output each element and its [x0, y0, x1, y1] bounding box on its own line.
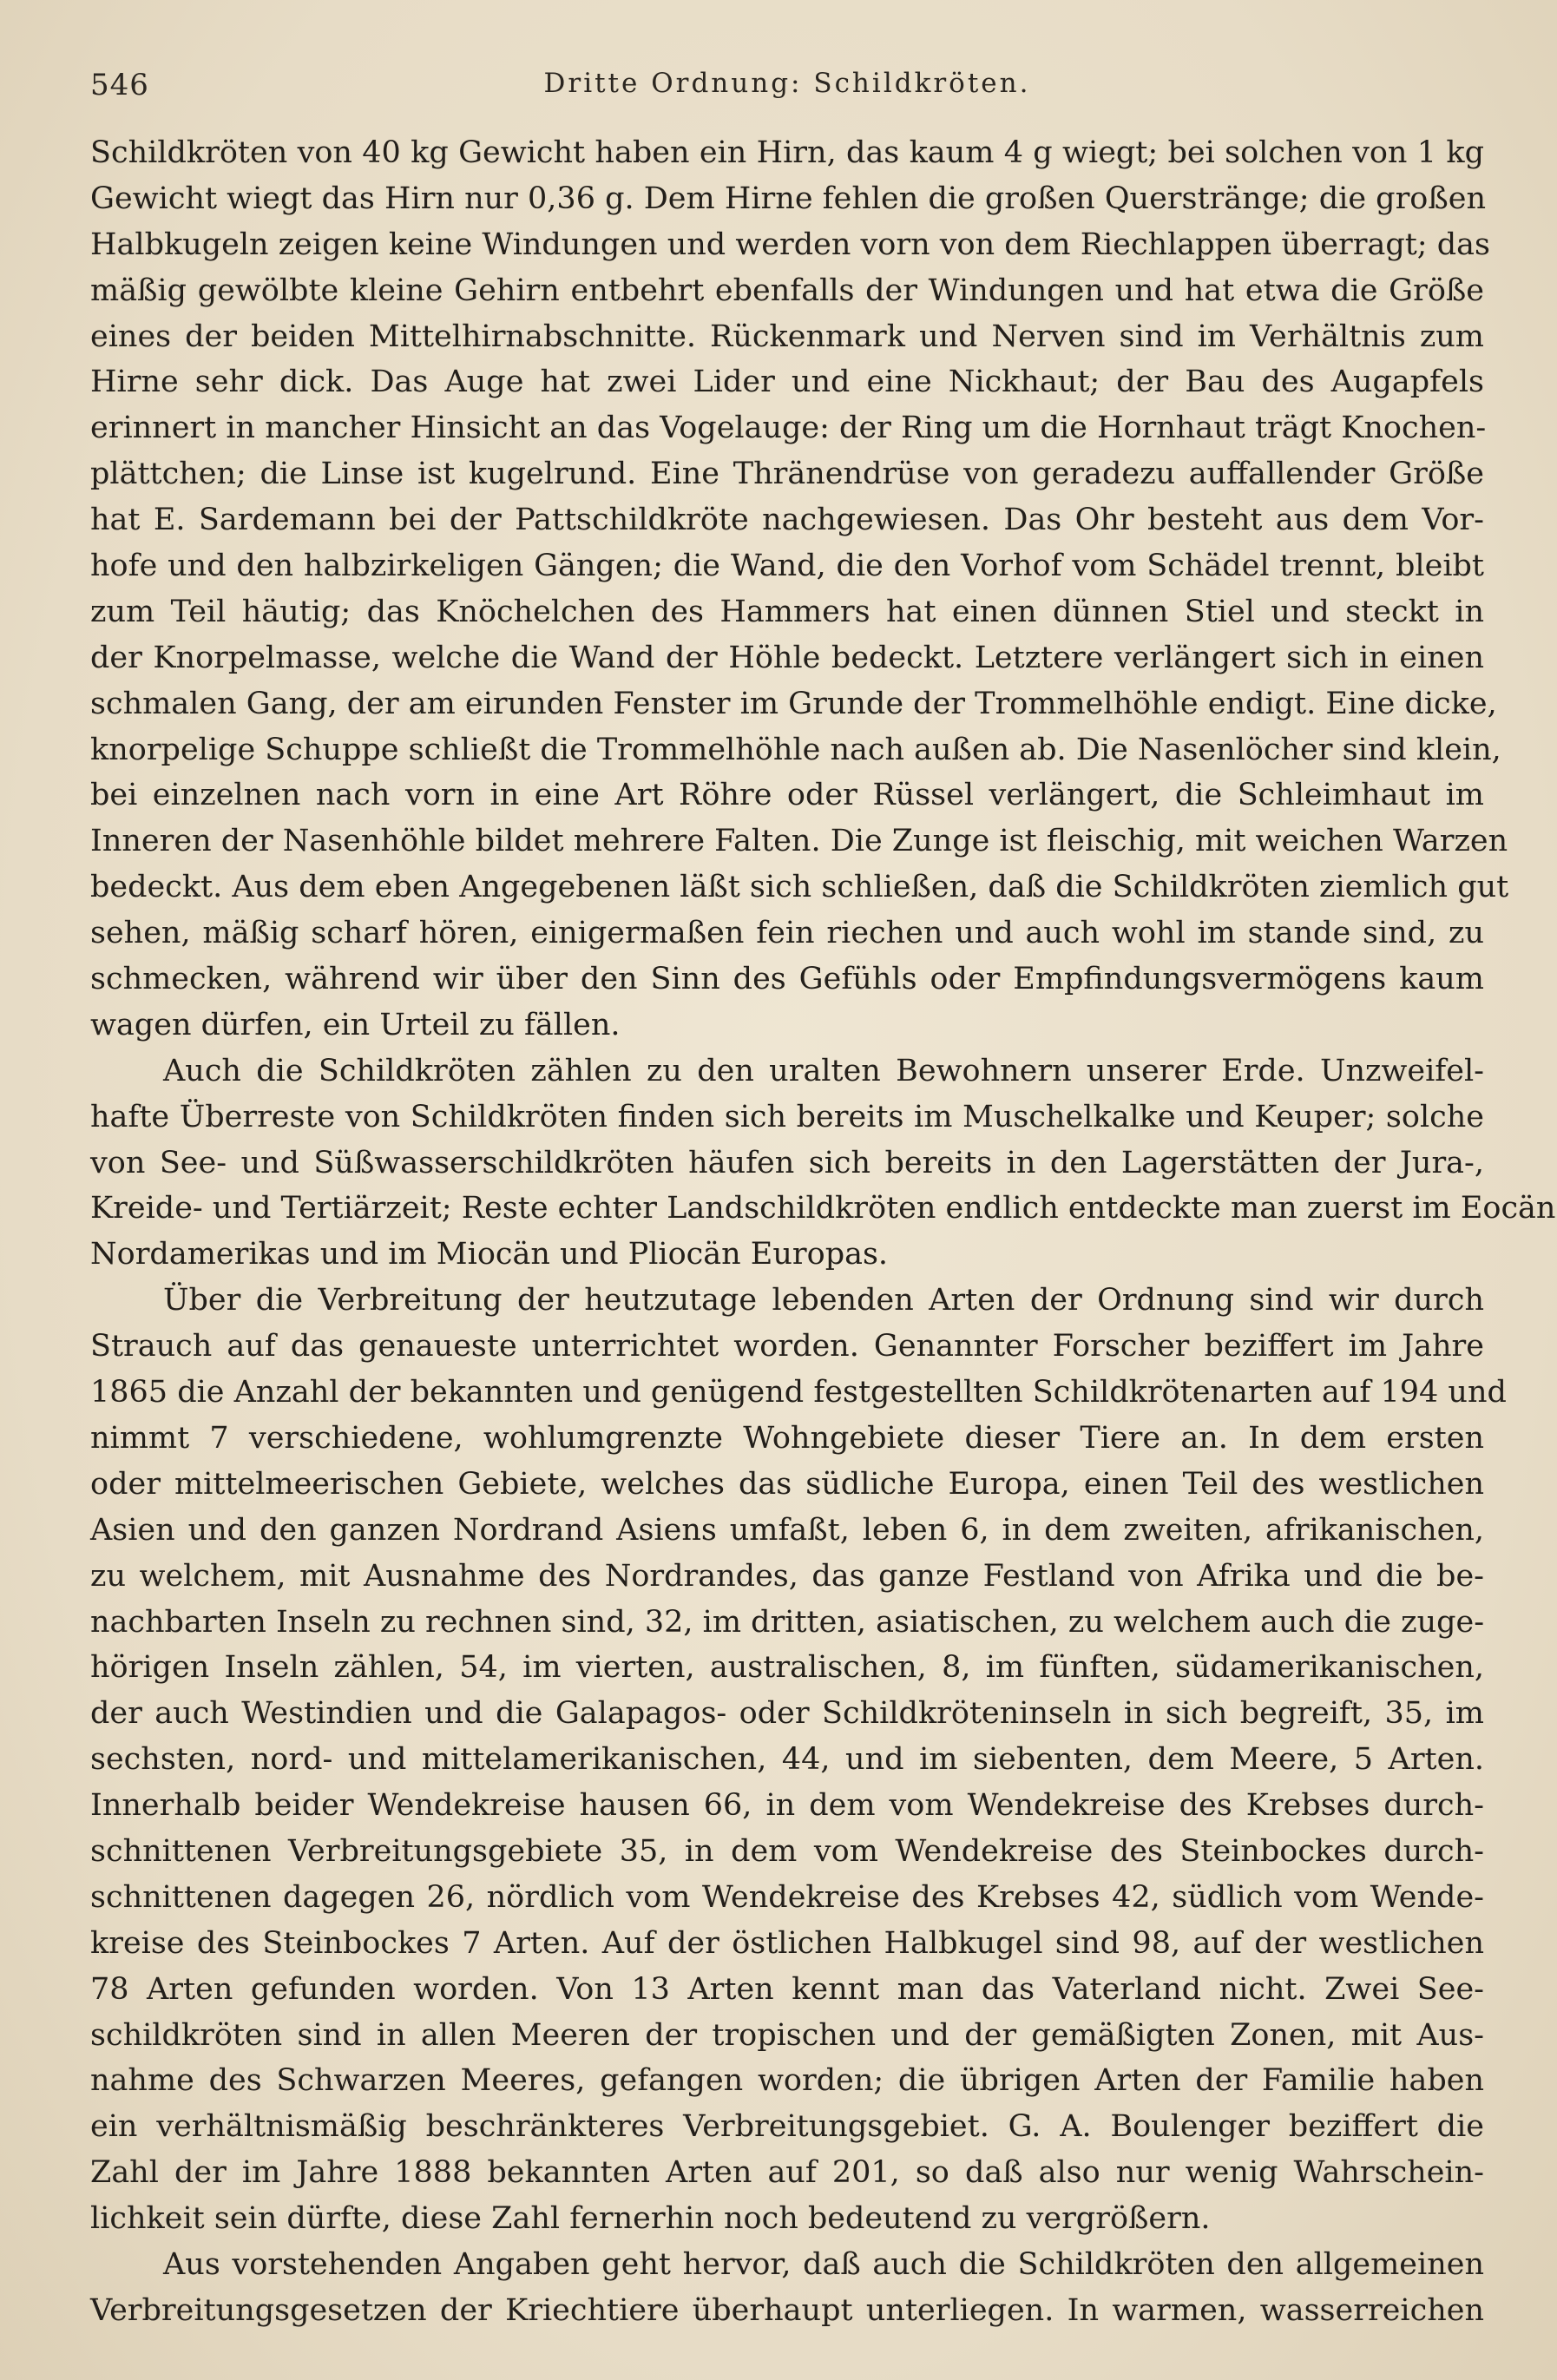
text-line: sechsten, nord- und mittelamerikanischen, 44, und im siebenten, dem Meere, 5 Arten.: [90, 1742, 1484, 1778]
text-line: knorpelige Schuppe schließt die Trommelhöhle nach außen ab. Die Nasenlöcher sind klein,: [90, 732, 1501, 767]
text-line: eines der beiden Mittelhirnabschnitte. Rückenmark und Nerven sind im Verhältnis zum: [90, 319, 1484, 354]
text-line: sehen, mäßig scharf hören, einigermaßen fein riechen und auch wohl im stande sind, zu: [90, 916, 1484, 951]
text-line: erinnert in mancher Hinsicht an das Vogelauge: der Ring um die Hornhaut trägt Knochen-: [90, 411, 1487, 446]
paragraph: [90, 2242, 1484, 2334]
text-line: schnittenen Verbreitungsgebiete 35, in dem vom Wendekreise des Steinbockes durch-: [90, 1833, 1484, 1869]
text-line: Aus vorstehenden Angaben geht hervor, daß auch die Schildkröten den allgemeinen: [163, 2246, 1484, 2282]
text-line: der Knorpelmasse, welche die Wand der Höhle bedeckt. Letztere verlängert sich in einen: [90, 640, 1484, 675]
text-line: Innerhalb beider Wendekreise hausen 66, in dem vom Wendekreise des Krebses durch-: [90, 1788, 1484, 1824]
text-line: Auch die Schildkröten zählen zu den uralten Bewohnern unserer Erde. Unzweifel-: [163, 1053, 1484, 1088]
text-line: 1865 die Anzahl der bekannten und genügend festgestellten Schildkrötenarten auf 194 und: [90, 1375, 1507, 1410]
text-line: Zahl der im Jahre 1888 bekannten Arten auf 201, so daß also nur wenig Wahrschein-: [90, 2155, 1484, 2191]
text-line: hörigen Inseln zählen, 54, im vierten, australischen, 8, im fünften, südamerikanischen,: [90, 1650, 1484, 1686]
text-line: hat E. Sardemann bei der Pattschildkröte nachgewiesen. Das Ohr besteht aus dem Vor-: [90, 503, 1484, 538]
text-line: bei einzelnen nach vorn in eine Art Röhre oder Rüssel verlängert, die Schleimhaut im: [90, 778, 1484, 813]
text-line: Inneren der Nasenhöhle bildet mehrere Falten. Die Zunge ist fleischig, mit weichen Warzen: [90, 824, 1508, 859]
text-line: hafte Überreste von Schildkröten finden sich bereits im Muschelkalke und Keuper; solche: [90, 1099, 1484, 1134]
text-line: ein verhältnismäßig beschränkteres Verbreitungsgebiet. G. A. Boulenger beziffert die: [90, 2109, 1484, 2145]
page-number: 546: [90, 68, 149, 102]
paragraph: [90, 1049, 1556, 1278]
text-line: nahme des Schwarzen Meeres, gefangen worden; die übrigen Arten der Familie haben: [90, 2063, 1484, 2099]
text-line: plättchen; die Linse ist kugelrund. Eine Thränendrüse von geradezu auffallender Größe: [90, 457, 1484, 492]
text-line: Halbkugeln zeigen keine Windungen und werden vorn von dem Riechlappen überragt; das: [90, 227, 1490, 262]
text-line: Gewicht wiegt das Hirn nur 0,36 g. Dem Hirne fehlen die großen Querstränge; die großen: [90, 181, 1487, 216]
text-line: schildkröten sind in allen Meeren der tropischen und der gemäßigten Zonen, mit Aus-: [90, 2017, 1484, 2053]
text-line: Über die Verbreitung der heutzutage lebenden Arten der Ordnung sind wir durch: [163, 1283, 1484, 1318]
text-line: zu welchem, mit Ausnahme des Nordrandes, das ganze Festland von Afrika und die be-: [90, 1558, 1484, 1594]
text-line: kreise des Steinbockes 7 Arten. Auf der östlichen Halbkugel sind 98, auf der westlichen: [90, 1925, 1484, 1961]
text-line: schmalen Gang, der am eirunden Fenster im Grunde der Trommelhöhle endigt. Eine dicke,: [90, 686, 1497, 721]
page-header: [90, 61, 1484, 113]
text-line: Schildkröten von 40 kg Gewicht haben ein Hirn, das kaum 4 g wiegt; bei solchen von 1 kg: [90, 135, 1484, 170]
text-line: lichkeit sein dürfte, diese Zahl fernerhin noch bedeutend zu vergrößern.: [90, 2201, 1211, 2237]
text-line: bedeckt. Aus dem eben Angegebenen läßt sich schließen, daß die Schildkröten ziemlich gut: [90, 870, 1509, 905]
body-text: [90, 130, 1556, 2334]
paragraph: [90, 130, 1509, 1049]
text-line: schnittenen dagegen 26, nördlich vom Wendekreise des Krebses 42, südlich vom Wende-: [90, 1879, 1484, 1915]
text-line: der auch Westindien und die Galapagos- oder Schildkröteninseln in sich begreift, 35, im: [90, 1696, 1484, 1732]
text-line: Nordamerikas und im Miocän und Pliocän Europas.: [90, 1237, 889, 1272]
text-line: wagen dürfen, ein Urteil zu fällen.: [90, 1007, 621, 1042]
text-line: von See- und Süßwasserschildkröten häufen sich bereits in den Lagerstätten der Jura-,: [90, 1145, 1484, 1180]
text-line: oder mittelmeerischen Gebiete, welches das südliche Europa, einen Teil des westlichen: [90, 1466, 1484, 1502]
text-line: Kreide- und Tertiärzeit; Reste echter Landschildkröten endlich entdeckte man zuerst im Eocän: [90, 1191, 1556, 1226]
text-line: nachbarten Inseln zu rechnen sind, 32, im dritten, asiatischen, zu welchem auch die zuge-: [90, 1604, 1485, 1640]
text-line: zum Teil häutig; das Knöchelchen des Hammers hat einen dünnen Stiel und steckt in: [90, 594, 1484, 629]
running-head: Dritte Ordnung: Schildkröten.: [543, 68, 1031, 99]
text-line: Verbreitungsgesetzen der Kriechtiere überhaupt unterliegen. In warmen, wasserreichen: [90, 2292, 1484, 2328]
text-line: Strauch auf das genaueste unterrichtet worden. Genannter Forscher beziffert im Jahre: [90, 1329, 1484, 1364]
text-line: 78 Arten gefunden worden. Von 13 Arten kennt man das Vaterland nicht. Zwei See-: [90, 1971, 1484, 2007]
text-line: mäßig gewölbte kleine Gehirn entbehrt ebenfalls der Windungen und hat etwa die Größe: [90, 273, 1484, 308]
text-line: Hirne sehr dick. Das Auge hat zwei Lider und eine Nickhaut; der Bau des Augapfels: [90, 365, 1484, 400]
text-line: schmecken, während wir über den Sinn des Gefühls oder Empfindungsvermögens kaum: [90, 962, 1484, 997]
paragraph: [90, 1278, 1507, 2242]
text-line: Asien und den ganzen Nordrand Asiens umfaßt, leben 6, in dem zweiten, afrikanischen,: [90, 1512, 1484, 1548]
text-line: hofe und den halbzirkeligen Gängen; die Wand, die den Vorhof vom Schädel trennt, bleibt: [90, 549, 1484, 584]
text-line: nimmt 7 verschiedene, wohlumgrenzte Wohngebiete dieser Tiere an. In dem ersten: [90, 1420, 1484, 1456]
